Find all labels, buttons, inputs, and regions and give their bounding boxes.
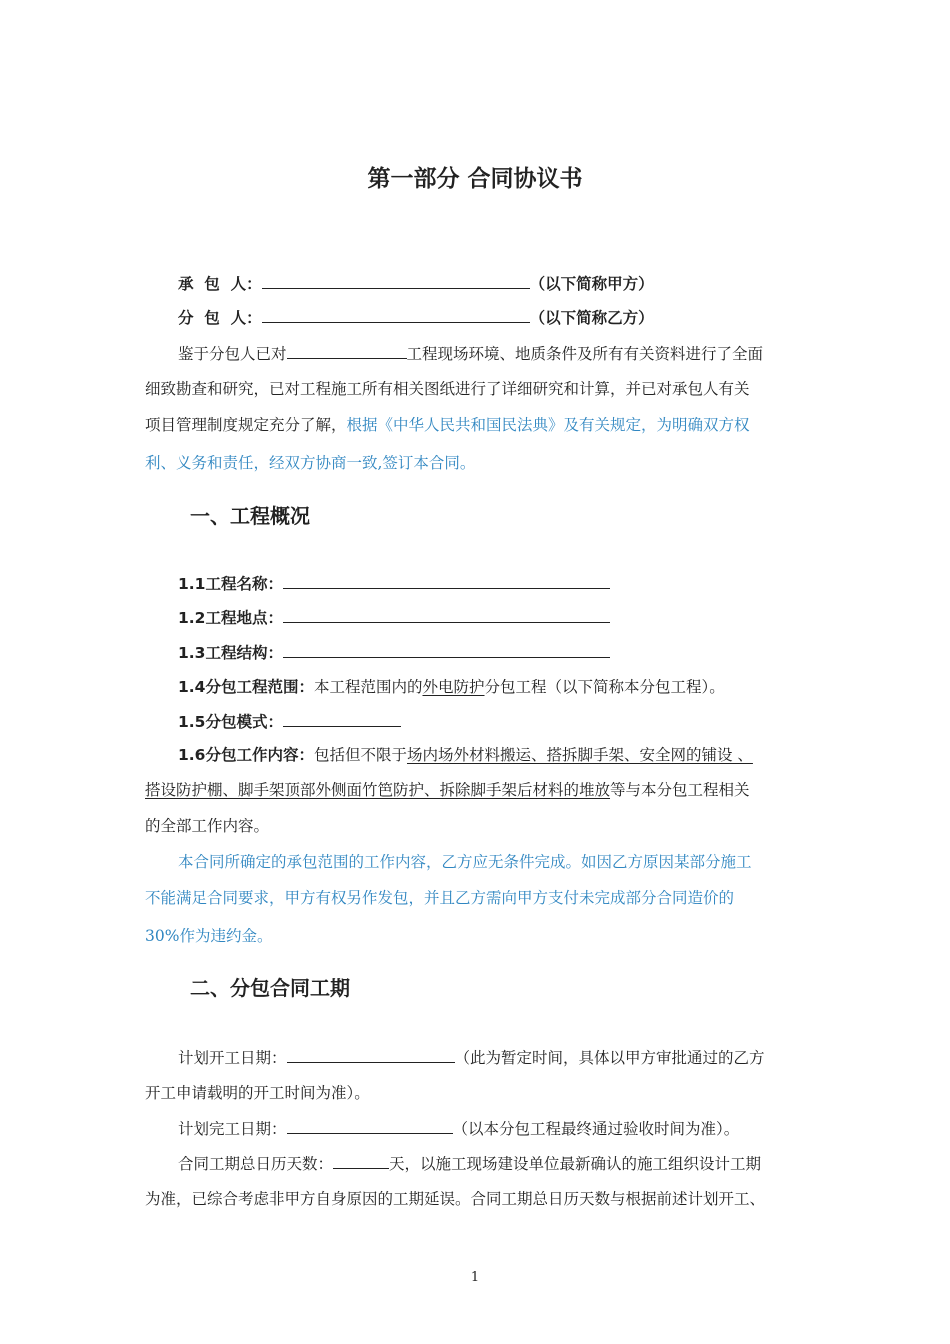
field-label: 计划开工日期： — [178, 1049, 287, 1067]
subcontractor-label: 分 包 人： — [178, 309, 262, 327]
project-name-blank[interactable] — [283, 572, 610, 589]
content-line-2 — [145, 779, 810, 801]
page-title: 第一部分 合同协议书 — [367, 166, 583, 192]
intro-line-4: 利、义务和责任，经双方协商一致,签订本合同。 — [145, 454, 476, 472]
content-line-3: 的全部工作内容。 — [145, 817, 270, 835]
field-label: 合同工期总日历天数： — [178, 1155, 334, 1173]
scope-text: 分包工程（以下简称本分包工程）。 — [484, 678, 725, 696]
contractor-label: 承 包 人： — [178, 275, 262, 293]
field-label: 1.5分包模式： — [178, 713, 283, 731]
scope-underlined: 外电防护 — [422, 678, 485, 696]
project-structure-line — [178, 641, 843, 664]
intro-highlight: 根据《中华人民共和国民法典》及有关规定，为明确双方权 — [346, 416, 750, 434]
field-text: （以本分包工程最终通过验收时间为准）。 — [452, 1120, 740, 1138]
subcontractor-line — [178, 306, 843, 329]
duration-blank[interactable] — [333, 1152, 389, 1169]
field-label: 1.3工程结构： — [178, 644, 283, 662]
content-text: 等与本分包工程相关 — [610, 781, 750, 799]
mode-line — [178, 710, 843, 733]
duration-line — [178, 1152, 843, 1175]
intro-line-3 — [145, 414, 810, 436]
end-date-line — [178, 1117, 843, 1140]
duration-cont: 为准，已综合考虑非甲方自身原因的工期延误。合同工期总日历天数与根据前述计划开工、 — [145, 1190, 766, 1208]
content-text: 包括但不限于 — [313, 746, 407, 764]
field-text: 天，以施工现场建设单位最新确认的施工组织设计工期 — [389, 1155, 762, 1173]
field-text: （此为暂定时间，具体以甲方审批通过的乙方 — [454, 1049, 765, 1067]
field-label: 1.2工程地点： — [178, 609, 283, 627]
subcontractor-suffix: （以下简称乙方） — [529, 309, 654, 327]
content-underlined: 搭设防护棚、脚手架顶部外侧面竹笆防护、拆除脚手架后材料的堆放 — [145, 781, 611, 799]
intro-line-2: 细致勘查和研究，已对工程施工所有相关图纸进行了详细研究和计算，并已对承包人有关 — [145, 380, 750, 398]
contractor-suffix: （以下简称甲方） — [529, 275, 654, 293]
note-line-3: 30%作为违约金。 — [145, 927, 273, 945]
intro-line-1 — [178, 342, 843, 365]
contractor-line — [178, 272, 843, 295]
project-name-line — [178, 572, 843, 595]
content-line-1 — [178, 744, 843, 766]
contractor-blank[interactable] — [262, 272, 530, 289]
note-line-2: 不能满足合同要求，甲方有权另作发包，并且乙方需向甲方支付未完成部分合同造价的 — [145, 889, 735, 907]
project-location-blank[interactable] — [283, 606, 610, 623]
field-label: 计划完工日期： — [178, 1120, 287, 1138]
intro-text: 项目管理制度规定充分了解， — [145, 416, 347, 434]
end-date-blank[interactable] — [287, 1117, 453, 1134]
note-line-1: 本合同所确定的承包范围的工作内容，乙方应无条件完成。如因乙方原因某部分施工 — [178, 853, 752, 871]
start-date-blank[interactable] — [287, 1046, 455, 1063]
section2-heading: 二、分包合同工期 — [190, 976, 350, 1000]
scope-text: 本工程范围内的 — [313, 678, 423, 696]
section1-heading: 一、工程概况 — [190, 504, 310, 528]
field-label: 1.1工程名称： — [178, 575, 283, 593]
scope-line — [178, 676, 843, 698]
field-label: 1.6分包工作内容： — [178, 746, 314, 764]
start-date-line — [178, 1046, 843, 1069]
intro-text: 鉴于分包人已对 — [178, 345, 287, 363]
site-blank[interactable] — [287, 342, 407, 359]
intro-text: 工程现场环境、地质条件及所有有关资料进行了全面 — [406, 345, 764, 363]
mode-blank[interactable] — [283, 710, 401, 727]
page-number: 1 — [470, 1270, 480, 1285]
project-location-line — [178, 606, 843, 629]
content-underlined: 场内场外材料搬运、搭拆脚手架、安全网的铺设 、 — [406, 746, 753, 764]
field-label: 1.4分包工程范围： — [178, 678, 314, 696]
subcontractor-blank[interactable] — [262, 306, 530, 323]
start-date-cont: 开工申请载明的开工时间为准）。 — [145, 1084, 370, 1102]
project-structure-blank[interactable] — [283, 641, 610, 658]
